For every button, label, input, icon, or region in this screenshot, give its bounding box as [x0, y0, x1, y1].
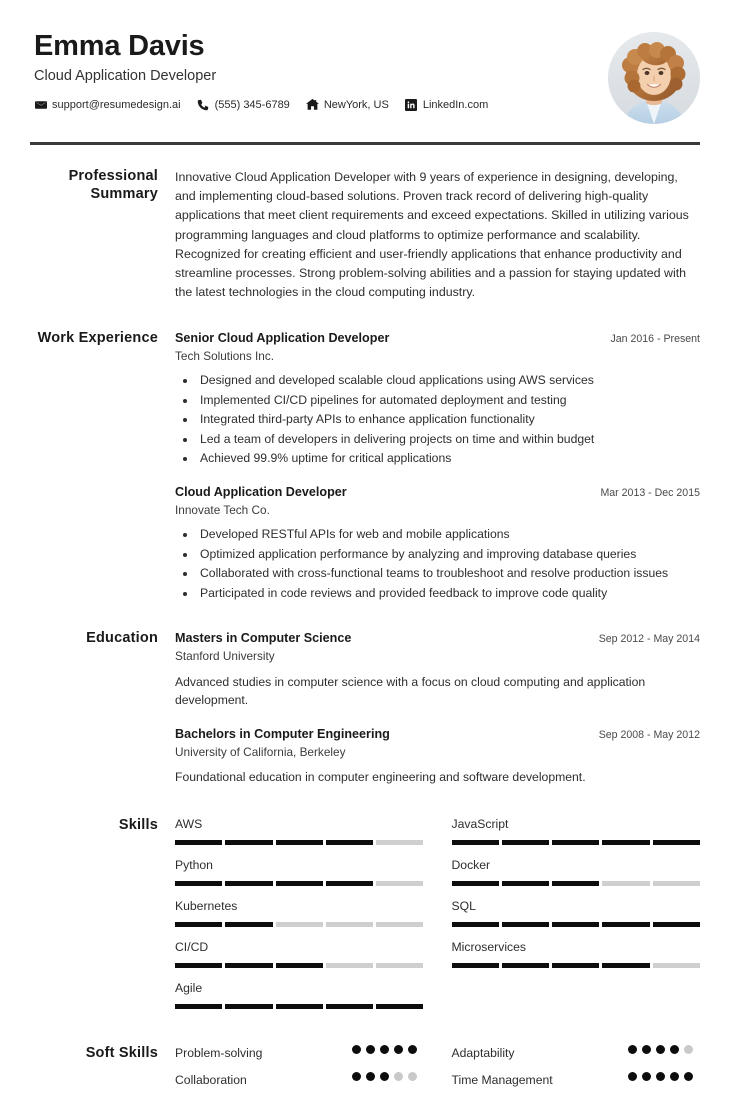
education-degree: Bachelors in Computer Engineering: [175, 726, 390, 741]
skill-segment-filled: [175, 881, 222, 886]
skill-item: [452, 858, 701, 886]
skill-level-bar: [452, 963, 701, 968]
experience-bullet: • Implemented CI/CD pipelines for automated deployment and testing: [197, 391, 700, 410]
avatar: [608, 32, 700, 124]
phone-icon: [197, 98, 210, 111]
header-divider: [30, 142, 700, 145]
header-left: [30, 30, 608, 111]
skill-segment-filled: [602, 922, 649, 927]
skill-segment-filled: [276, 881, 323, 886]
education-date: Sep 2012 - May 2014: [598, 633, 700, 646]
section-label-education: Education: [86, 630, 158, 647]
resume-header: [0, 0, 730, 124]
experience-date: Mar 2013 - Dec 2015: [600, 486, 700, 499]
contact-linkedin-text: LinkedIn.com: [422, 98, 489, 111]
skill-name: AWS: [175, 817, 203, 832]
soft-skill-rating: [628, 1045, 700, 1054]
skill-item: [452, 817, 701, 845]
skill-segment-filled: [326, 840, 373, 845]
education-school: Stanford University: [175, 649, 275, 664]
skill-name: Kubernetes: [175, 899, 238, 914]
soft-skill-name: Collaboration: [175, 1072, 247, 1087]
experience-company: Tech Solutions Inc.: [175, 348, 275, 363]
soft-skill-name: Adaptability: [451, 1045, 515, 1060]
skill-segment-empty: [376, 881, 423, 886]
linkedin-icon: [405, 98, 418, 111]
rating-dot-filled: [366, 1072, 375, 1081]
skill-name: Python: [175, 858, 213, 873]
soft-skill-item: [452, 1072, 701, 1089]
section-label-experience: Work Experience: [37, 329, 158, 346]
skill-level-bar: [452, 840, 701, 845]
rating-dot-filled: [380, 1045, 389, 1054]
skill-segment-filled: [502, 881, 549, 886]
experience-bullets: [175, 371, 700, 468]
education-description: Foundational education in computer engineering and software development.: [175, 770, 586, 785]
section-label-soft-skills: Soft Skills: [85, 1044, 158, 1061]
skill-segment-filled: [376, 1004, 423, 1009]
section-body-experience: [175, 329, 700, 604]
section-body-summary: [175, 167, 700, 303]
skill-segment-filled: [602, 963, 649, 968]
rating-dot-empty: [684, 1045, 693, 1054]
rating-dot-filled: [352, 1045, 361, 1054]
home-icon: [306, 98, 319, 111]
experience-bullet: • Participated in code reviews and provided feedback to improve code quality: [197, 584, 700, 603]
section-education: [0, 629, 730, 786]
rating-dot-filled: [380, 1072, 389, 1081]
rating-dot-filled: [670, 1045, 679, 1054]
skill-segment-filled: [276, 963, 323, 968]
experience-job-title: Cloud Application Developer: [175, 484, 347, 499]
contact-row: [34, 98, 608, 111]
education-date: Sep 2008 - May 2012: [598, 728, 700, 741]
skill-segment-filled: [175, 922, 222, 927]
section-soft-skills: [0, 1044, 730, 1098]
education-description: Advanced studies in computer science with a focus on cloud computing and application development.: [175, 675, 646, 708]
skill-item: [452, 899, 701, 927]
experience-bullet: • Developed RESTful APIs for web and mobile applications: [197, 525, 700, 544]
rating-dot-empty: [408, 1072, 417, 1081]
skill-segment-filled: [552, 922, 599, 927]
education-degree: Masters in Computer Science: [175, 631, 352, 646]
contact-phone-text: (555) 345-6789: [214, 98, 290, 111]
section-summary: [0, 167, 730, 303]
experience-date: Jan 2016 - Present: [610, 332, 700, 345]
rating-dot-filled: [642, 1045, 651, 1054]
skill-segment-empty: [276, 922, 323, 927]
rating-dot-filled: [394, 1045, 403, 1054]
skill-segment-filled: [276, 840, 323, 845]
skill-segment-filled: [502, 963, 549, 968]
skill-segment-filled: [225, 963, 272, 968]
experience-job-title: Senior Cloud Application Developer: [175, 330, 390, 345]
skill-segment-filled: [602, 840, 649, 845]
experience-bullet: • Collaborated with cross-functional teams to troubleshoot and resolve production issues: [197, 564, 700, 583]
skill-segment-filled: [225, 1004, 272, 1009]
education-entry: [175, 630, 700, 709]
soft-skill-item: [452, 1045, 701, 1062]
envelope-icon: [34, 98, 47, 111]
section-body-education: [175, 629, 700, 786]
skill-segment-filled: [452, 963, 499, 968]
skill-segment-filled: [175, 963, 222, 968]
skill-segment-filled: [452, 881, 499, 886]
experience-company: Innovate Tech Co.: [175, 502, 270, 517]
experience-bullets: [175, 525, 700, 602]
skill-segment-filled: [552, 840, 599, 845]
experience-bullet: • Achieved 99.9% uptime for critical applications: [197, 449, 700, 468]
skill-level-bar: [175, 840, 424, 845]
rating-dot-filled: [366, 1045, 375, 1054]
soft-skill-name: Time Management: [451, 1072, 553, 1087]
rating-dot-filled: [628, 1072, 637, 1081]
section-body-skills: [175, 816, 700, 1021]
skill-name: Agile: [175, 980, 203, 995]
soft-skill-rating: [352, 1045, 424, 1054]
education-entry: [175, 726, 700, 787]
skill-segment-empty: [653, 881, 700, 886]
contact-email[interactable]: [34, 98, 181, 111]
skill-segment-filled: [653, 840, 700, 845]
section-label-skills: Skills: [118, 817, 158, 834]
skill-level-bar: [175, 881, 424, 886]
skill-segment-empty: [602, 881, 649, 886]
skill-segment-filled: [502, 840, 549, 845]
skill-level-bar: [452, 881, 701, 886]
soft-skill-name: Problem-solving: [175, 1045, 263, 1060]
contact-phone[interactable]: [197, 98, 290, 111]
skill-item: [175, 899, 424, 927]
skill-segment-empty: [376, 922, 423, 927]
contact-linkedin[interactable]: [405, 98, 488, 111]
skill-segment-empty: [376, 963, 423, 968]
skill-segment-filled: [326, 881, 373, 886]
skill-item: [175, 858, 424, 886]
skill-item: [175, 817, 424, 845]
skill-level-bar: [452, 922, 701, 927]
avatar-photo: [608, 32, 700, 124]
skill-name: JavaScript: [451, 817, 509, 832]
skill-segment-filled: [452, 922, 499, 927]
skill-segment-filled: [175, 1004, 222, 1009]
summary-text: Innovative Cloud Application Developer with 9 years of experience in designing, developing, and implementing cloud-based solutions. Proven track record of delivering high-quality applications that meet client requirements and exceed expectations. Skilled in utilizing various programming languages and cloud platforms to optimize performance and scalability. Recognized for creating efficient and user-friendly applications that enhance productivity and streamline processes. Strong problem-solving abilities and a passion for staying updated with the latest technologies in the cloud computing industry.: [175, 170, 689, 300]
rating-dot-empty: [394, 1072, 403, 1081]
skill-segment-filled: [502, 922, 549, 927]
section-label-summary: Professional Summary: [68, 168, 158, 203]
skill-name: Microservices: [451, 939, 526, 954]
skill-segment-filled: [225, 922, 272, 927]
skill-segment-filled: [653, 922, 700, 927]
skill-item: [175, 940, 424, 968]
skill-segment-filled: [225, 840, 272, 845]
skill-segment-filled: [452, 840, 499, 845]
soft-skills-grid: [175, 1045, 700, 1098]
section-experience: [0, 329, 730, 604]
skill-segment-empty: [326, 922, 373, 927]
candidate-title: Cloud Application Developer: [34, 68, 217, 85]
candidate-name: Emma Davis: [34, 30, 205, 62]
contact-email-text: support@resumedesign.ai: [52, 98, 181, 111]
soft-skill-item: [175, 1045, 424, 1062]
skill-level-bar: [175, 922, 424, 927]
contact-location: [306, 98, 389, 111]
rating-dot-filled: [684, 1072, 693, 1081]
skill-segment-filled: [225, 881, 272, 886]
rating-dot-filled: [642, 1072, 651, 1081]
rating-dot-filled: [656, 1072, 665, 1081]
skills-grid: [175, 817, 700, 1021]
skill-item: [452, 940, 701, 968]
soft-skill-item: [175, 1072, 424, 1089]
skill-segment-filled: [552, 963, 599, 968]
contact-location-text: NewYork, US: [323, 98, 389, 111]
section-skills: [0, 816, 730, 1021]
skill-level-bar: [175, 1004, 424, 1009]
skill-segment-filled: [175, 840, 222, 845]
rating-dot-filled: [408, 1045, 417, 1054]
soft-skill-rating: [352, 1072, 424, 1081]
experience-entry: [175, 484, 700, 603]
rating-dot-filled: [670, 1072, 679, 1081]
experience-bullet: • Designed and developed scalable cloud applications using AWS services: [197, 371, 700, 390]
experience-entry: [175, 330, 700, 468]
rating-dot-filled: [656, 1045, 665, 1054]
experience-bullet: • Integrated third-party APIs to enhance application functionality: [197, 410, 700, 429]
experience-bullet: • Led a team of developers in delivering projects on time and within budget: [197, 430, 700, 449]
skill-segment-empty: [326, 963, 373, 968]
skill-segment-filled: [326, 1004, 373, 1009]
skill-name: SQL: [451, 899, 476, 914]
experience-entry-head: [175, 484, 700, 501]
skill-item: [175, 981, 424, 1009]
education-school: University of California, Berkeley: [175, 744, 346, 759]
skill-name: CI/CD: [175, 939, 209, 954]
skill-segment-filled: [552, 881, 599, 886]
rating-dot-filled: [352, 1072, 361, 1081]
education-entry-head: [175, 630, 700, 647]
section-body-soft-skills: [175, 1044, 700, 1098]
experience-entry-head: [175, 330, 700, 347]
soft-skill-rating: [628, 1072, 700, 1081]
education-entry-head: [175, 726, 700, 743]
skill-name: Docker: [451, 858, 491, 873]
rating-dot-filled: [628, 1045, 637, 1054]
skill-level-bar: [175, 963, 424, 968]
skill-segment-filled: [276, 1004, 323, 1009]
skill-segment-empty: [376, 840, 423, 845]
experience-bullet: • Optimized application performance by analyzing and improving database queries: [197, 545, 700, 564]
skill-segment-empty: [653, 963, 700, 968]
